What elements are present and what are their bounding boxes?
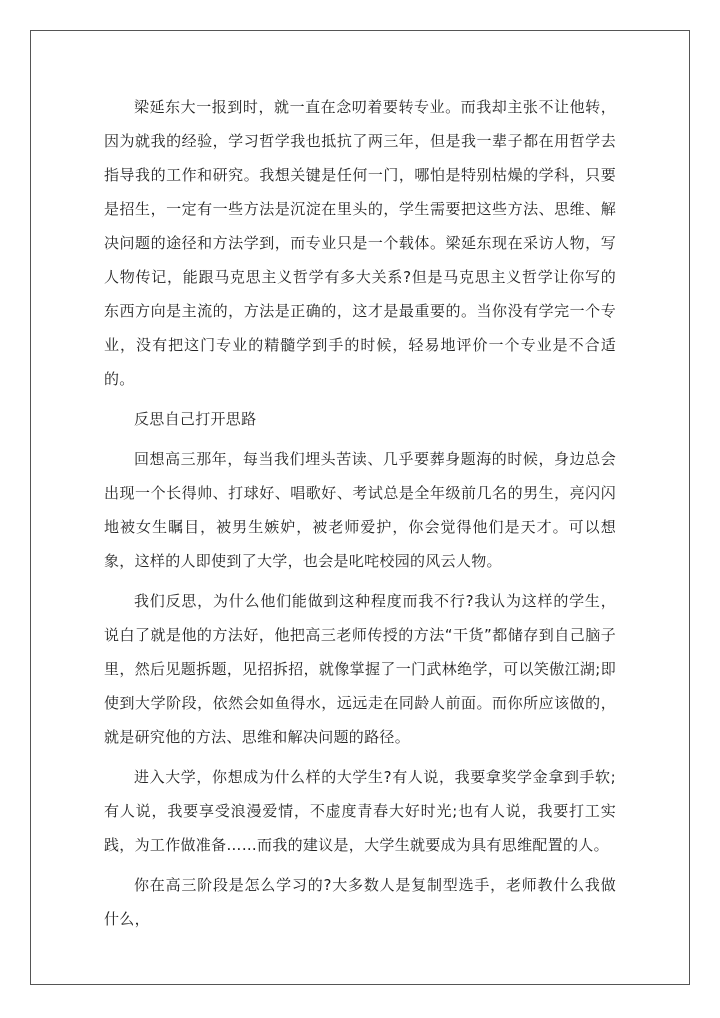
paragraph: 梁延东大一报到时，就一直在念叨着要转专业。而我却主张不让他转，因为就我的经验，学习哲学我也抵抗了两三年，但是我一辈子都在用哲学去指导我的工作和研究。我想关键是任何一门，哪怕是特别枯燥的学科，只要是招生，一定有一些方法是沉淀在里头的，学生需要把这些方法、思维、解决问题的途径和方法学到，而专业只是一个载体。梁延东现在采访人物，写人物传记，能跟马克思主义哲学有多大关系?但是马克思主义哲学让你写的东西方向是主流的，方法是正确的，这才是最重要的。当你没有学完一个专业，没有把这门专业的精髓学到手的时候，轻易地评价一个专业是不合适的。 [104,98,616,388]
paragraph: 你在高三阶段是怎么学习的?大多数人是复制型选手，老师教什么我做什么， [104,876,616,928]
paragraph: 回想高三那年，每当我们埋头苦读、几乎要葬身题海的时候，身边总会出现一个长得帅、打球好、唱歌好、考试总是全年级前几名的男生，亮闪闪地被女生瞩目，被男生嫉妒，被老师爱护，你会觉得他们是天才。可以想象，这样的人即使到了大学，也会是叱咤校园的风云人物。 [104,450,616,570]
section-heading: 反思自己打开思路 [134,410,257,428]
paragraph: 进入大学，你想成为什么样的大学生?有人说，我要拿奖学金拿到手软;有人说，我要享受浪漫爱情，不虚度青春大好时光;也有人说，我要打工实践，为工作做准备……而我的建议是，大学生就要成为具有思维配置的人。 [104,768,616,854]
paragraph: 我们反思，为什么他们能做到这种程度而我不行?我认为这样的学生，说白了就是他的方法好，他把高三老师传授的方法“干货”都储存到自己脑子里，然后见题拆题，见招拆招，就像掌握了一门武林绝学，可以笑傲江湖;即使到大学阶段，依然会如鱼得水，远远走在同龄人前面。而你所应该做的，就是研究他的方法、思维和解决问题的路径。 [104,592,616,746]
document-body [104,90,616,936]
